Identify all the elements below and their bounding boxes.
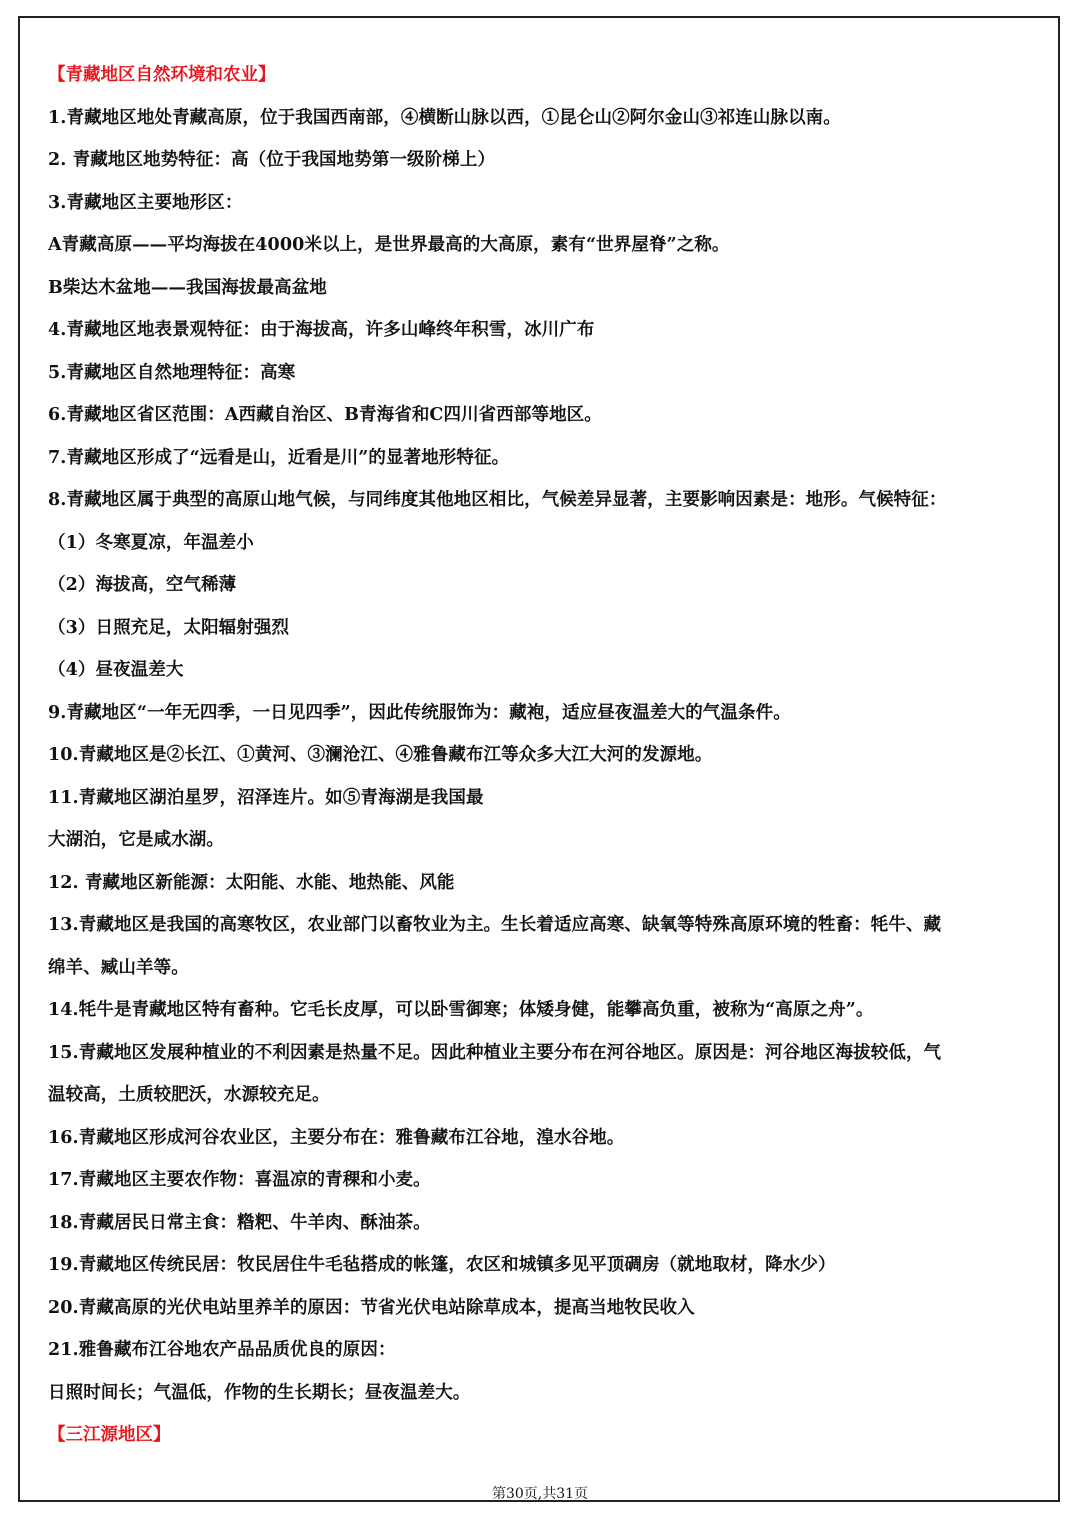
paragraph-line: 9.青藏地区“一年无四季，一日见四季”，因此传统服饰为：藏袍，适应昼夜温差大的气温条件。 <box>48 702 791 723</box>
paragraph-line: B柴达木盆地——我国海拔最高盆地 <box>48 277 327 298</box>
paragraph-line: 17.青藏地区主要农作物：喜温凉的青稞和小麦。 <box>48 1170 431 1190</box>
paragraph-line: 18.青藏居民日常主食：糌粑、牛羊肉、酥油茶。 <box>48 1212 431 1233</box>
paragraph-line: 21.雅鲁藏布江谷地农产品品质优良的原因： <box>48 1340 396 1360</box>
paragraph-line: 13.青藏地区是我国的高寒牧区，农业部门以畜牧业为主。生长着适应高寒、缺氧等特殊高原环境的牲畜：牦牛、藏 <box>48 915 942 935</box>
section-title-qingzang: 【青藏地区自然环境和农业】 <box>48 65 276 85</box>
paragraph-line: 11.青藏地区湖泊星罗，沼泽连片。如⑤青海湖是我国最 <box>48 787 484 808</box>
paragraph-line: （1）冬寒夏凉，年温差小 <box>48 532 254 553</box>
paragraph-line: 4.青藏地区地表景观特征：由于海拔高，许多山峰终年积雪，冰川广布 <box>48 320 595 340</box>
page-number: 第30页,共31页 <box>491 1486 589 1502</box>
paragraph-line: 大湖泊，它是咸水湖。 <box>48 830 224 850</box>
paragraph-line: 14.牦牛是青藏地区特有畜种。它毛长皮厚，可以卧雪御寒；体矮身健，能攀高负重，被称为“高原之舟”。 <box>48 1000 874 1020</box>
paragraph-line: 12. 青藏地区新能源：太阳能、水能、地热能、风能 <box>48 872 455 893</box>
document-body <box>48 54 1038 1457</box>
paragraph-line: （3）日照充足，太阳辐射强烈 <box>48 617 290 638</box>
paragraph-line: 6.青藏地区省区范围：A西藏自治区、B青海省和C四川省西部等地区。 <box>48 405 602 425</box>
paragraph-line: 16.青藏地区形成河谷农业区，主要分布在：雅鲁藏布江谷地，湟水谷地。 <box>48 1127 625 1148</box>
paragraph-line: 温较高，土质较肥沃，水源较充足。 <box>48 1085 330 1105</box>
paragraph-line: 15.青藏地区发展种植业的不利因素是热量不足。因此种植业主要分布在河谷地区。原因是：河谷地区海拔较低，气 <box>48 1042 942 1063</box>
paragraph-line: 8.青藏地区属于典型的高原山地气候，与同纬度其他地区相比，气候差异显著，主要影响因素是：地形。气候特征： <box>48 490 947 510</box>
section-title-sanjiangyuan: 【三江源地区】 <box>48 1425 171 1445</box>
paragraph-line: 20.青藏高原的光伏电站里养羊的原因：节省光伏电站除草成本，提高当地牧民收入 <box>48 1297 695 1318</box>
paragraph-line: 3.青藏地区主要地形区： <box>48 192 243 213</box>
paragraph-line: 7.青藏地区形成了“远看是山，近看是川”的显著地形特征。 <box>48 447 510 468</box>
paragraph-line: （4）昼夜温差大 <box>48 660 184 680</box>
paragraph-line: 10.青藏地区是②长江、①黄河、③澜沧江、④雅鲁藏布江等众多大江大河的发源地。 <box>48 745 713 765</box>
paragraph-line: 绵羊、臧山羊等。 <box>48 957 189 978</box>
paragraph-line: 2. 青藏地区地势特征：高（位于我国地势第一级阶梯上） <box>48 150 496 170</box>
paragraph-line: （2）海拔高，空气稀薄 <box>48 575 237 595</box>
paragraph-line: 日照时间长；气温低，作物的生长期长；昼夜温差大。 <box>48 1382 471 1403</box>
paragraph-line: 1.青藏地区地处青藏高原，位于我国西南部，④横断山脉以西，①昆仑山②阿尔金山③祁连山脉以南。 <box>48 107 841 128</box>
paragraph-line: 5.青藏地区自然地理特征：高寒 <box>48 362 296 383</box>
paragraph-line: 19.青藏地区传统民居：牧民居住牛毛毡搭成的帐篷，农区和城镇多见平顶碉房（就地取材，降水少） <box>48 1255 836 1275</box>
paragraph-line: A青藏高原——平均海拔在4000米以上，是世界最高的大高原，素有“世界屋脊”之称。 <box>48 235 730 255</box>
